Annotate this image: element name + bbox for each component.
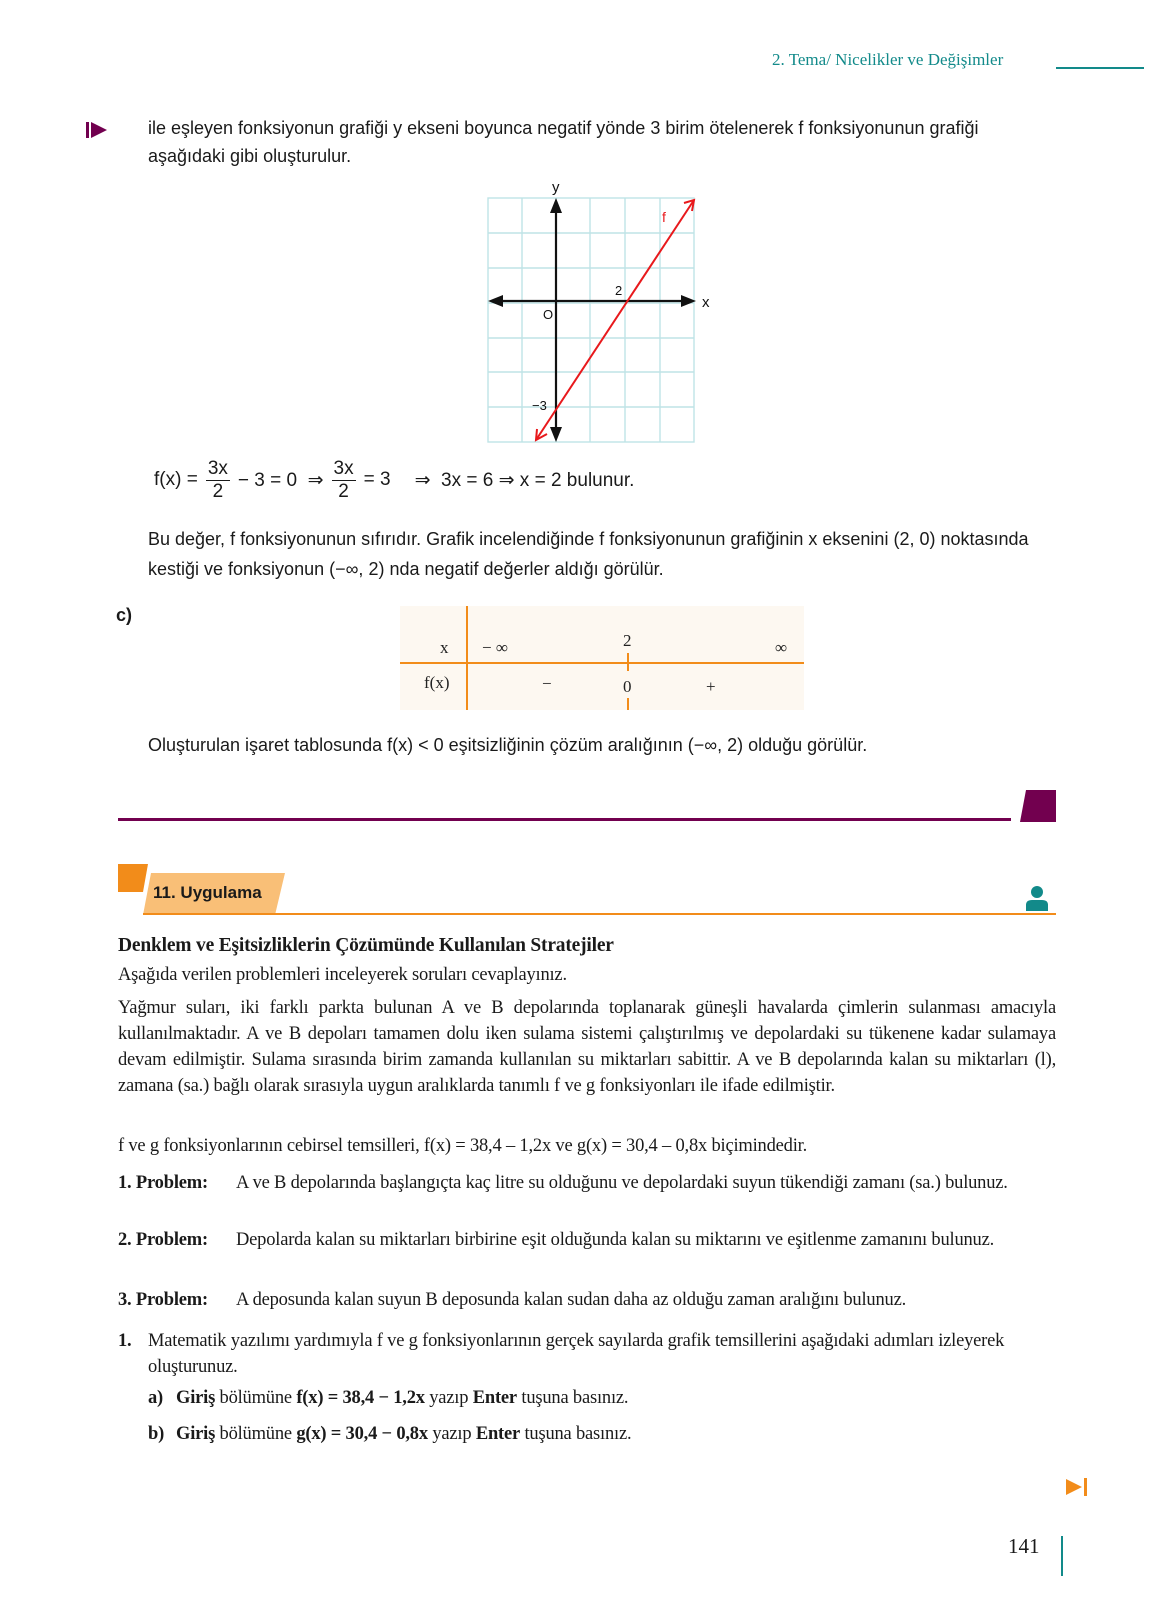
zero-equation [150, 450, 638, 510]
keyword-giris: Giriş [176, 1388, 216, 1408]
page-number-rule [1061, 1536, 1063, 1576]
problem-2 [118, 1227, 1056, 1253]
step-text: Matematik yazılımı yardımıyla f ve g fonksiyonlarının gerçek sayılarda grafik temsillerini aşağıdaki adımları izleyerek oluşturunuz. [148, 1331, 1005, 1377]
eq-part4: ⇒ 3x = 6 ⇒ x = 2 bulunur. [414, 469, 635, 491]
keyword-enter: Enter [472, 1388, 517, 1408]
problem-label: 2. Problem: [118, 1230, 208, 1250]
uygulama-instruction: Aşağıda verilen problemleri inceleyerek soruları cevaplayınız. [118, 965, 567, 985]
pos-infinity: ∞ [775, 638, 788, 657]
sign-table-vline [466, 606, 468, 710]
keyword-enter: Enter [475, 1424, 521, 1444]
fraction-1: $\frac{3x}{2}$ [207, 457, 228, 502]
problem-story: Yağmur suları, iki farklı parkta bulunan A ve B depolarında toplanarak güneşli havalarda çimlerin sulanması amacıyla kullanılmaktadır. A ve B depoları tamamen dolu iken sulama sistemi çalıştırılmış ve depolardaki su tükenene kadar sulamaya devam edilmiştir. Sulama sırasında birim zamanda kullanılan su miktarları sabittir. A ve B depolarında kalan su miktarları (l), zamana (sa.) bağlı olarak sırasıyla uygun aralıklarda tanımlı f ve g fonksiyonları ile ifade edilmiştir. [118, 998, 1056, 1096]
substep-b: b) Giriş bölümüne g(x) = 30,4 − 0,8x yazıp Enter tuşuna basınız. [148, 1424, 632, 1444]
step-1 [118, 1328, 1056, 1380]
page-number: 141 [1008, 1534, 1040, 1558]
function-line [536, 200, 694, 440]
section-divider [118, 818, 1011, 821]
svg-text:y: y [552, 179, 560, 196]
expression-g: g(x) = 30,4 − 0,8x [296, 1424, 428, 1444]
chapter-title: 2. Tema/ Nicelikler ve Değişimler [772, 50, 1004, 69]
step-number: 1. [118, 1331, 132, 1351]
part-c-label: c) [116, 605, 133, 625]
zero-value: 0 [623, 677, 632, 696]
fx-row-label: f(x) [424, 673, 450, 692]
divider-tab-shape [1020, 790, 1056, 822]
problem-text: A ve B depolarında başlangıçta kaç litre su olduğunu ve depolardaki suyun tükendiği zamanı (sa.) bulunuz. [236, 1173, 1008, 1193]
svg-text:2: 2 [615, 283, 623, 298]
play-marker-icon [86, 122, 108, 138]
expression-f: f(x) = 38,4 − 1,2x [296, 1388, 425, 1408]
root-tick-bottom [627, 698, 629, 710]
keyword-giris: Giriş [176, 1424, 216, 1444]
sign-table [400, 606, 804, 710]
svg-text:f: f [662, 209, 666, 225]
sign-table-hline [400, 662, 804, 664]
root-tick-top [627, 653, 629, 671]
problem-text: A deposunda kalan suyun B deposunda kalan sudan daha az olduğu zaman aralığını bulunuz. [236, 1290, 907, 1310]
fraction-2: $\frac{3x}{2}$ [333, 457, 354, 502]
x-row-label: x [440, 638, 449, 657]
eq-part3: = 3 [363, 469, 391, 490]
function-graph [470, 172, 732, 454]
root-value: 2 [623, 631, 632, 650]
substep-a: a) Giriş bölümüne f(x) = 38,4 − 1,2x yazıp Enter tuşuna basınız. [148, 1388, 629, 1408]
problem-3 [118, 1287, 1056, 1313]
svg-text:−3: −3 [532, 398, 547, 413]
sign-negative: − [542, 674, 552, 693]
svg-text:x: x [702, 294, 710, 311]
header-rule [1056, 67, 1144, 69]
uygulama-rule [143, 913, 1056, 915]
uygulama-label: 11. Uygulama [153, 883, 262, 902]
zero-explanation: Bu değer, f fonksiyonunun sıfırıdır. Grafik incelendiğinde f fonksiyonunun grafiğinin x eksenini (2, 0) noktasında kestiği ve fonksiyonun (−∞, 2) nda negatif değerler aldığı görülür. [148, 529, 1029, 579]
eq-lhs: f(x) = [154, 469, 198, 490]
next-page-icon [1066, 1478, 1088, 1496]
problem-label: 1. Problem: [118, 1173, 208, 1193]
uygulama-subtitle: Denklem ve Eşitsizliklerin Çözümünde Kullanılan Stratejiler [118, 935, 614, 956]
person-icon [1024, 885, 1050, 911]
problem-label: 3. Problem: [118, 1290, 208, 1310]
problem-1 [118, 1170, 1056, 1196]
conclusion-text: Oluşturulan işaret tablosunda f(x) < 0 eşitsizliğinin çözüm aralığının (−∞, 2) olduğu görülür. [148, 735, 868, 755]
sign-positive: + [706, 677, 716, 696]
svg-text:O: O [543, 307, 554, 322]
algebraic-representations: f ve g fonksiyonlarının cebirsel temsilleri, f(x) = 38,4 – 1,2x ve g(x) = 30,4 – 0,8x biçimindedir. [118, 1136, 808, 1156]
intro-text: ile eşleyen fonksiyonun grafiği y ekseni boyunca negatif yönde 3 birim ötelenerek f fonksiyonunun grafiği aşağıdaki gibi oluşturulur. [148, 118, 979, 166]
eq-part2: − 3 = 0 ⇒ [237, 469, 324, 491]
graph-grid [488, 198, 694, 442]
neg-infinity: − ∞ [482, 638, 508, 657]
problem-text: Depolarda kalan su miktarları birbirine eşit olduğunda kalan su miktarını ve eşitlenme zamanını bulunuz. [236, 1230, 995, 1250]
